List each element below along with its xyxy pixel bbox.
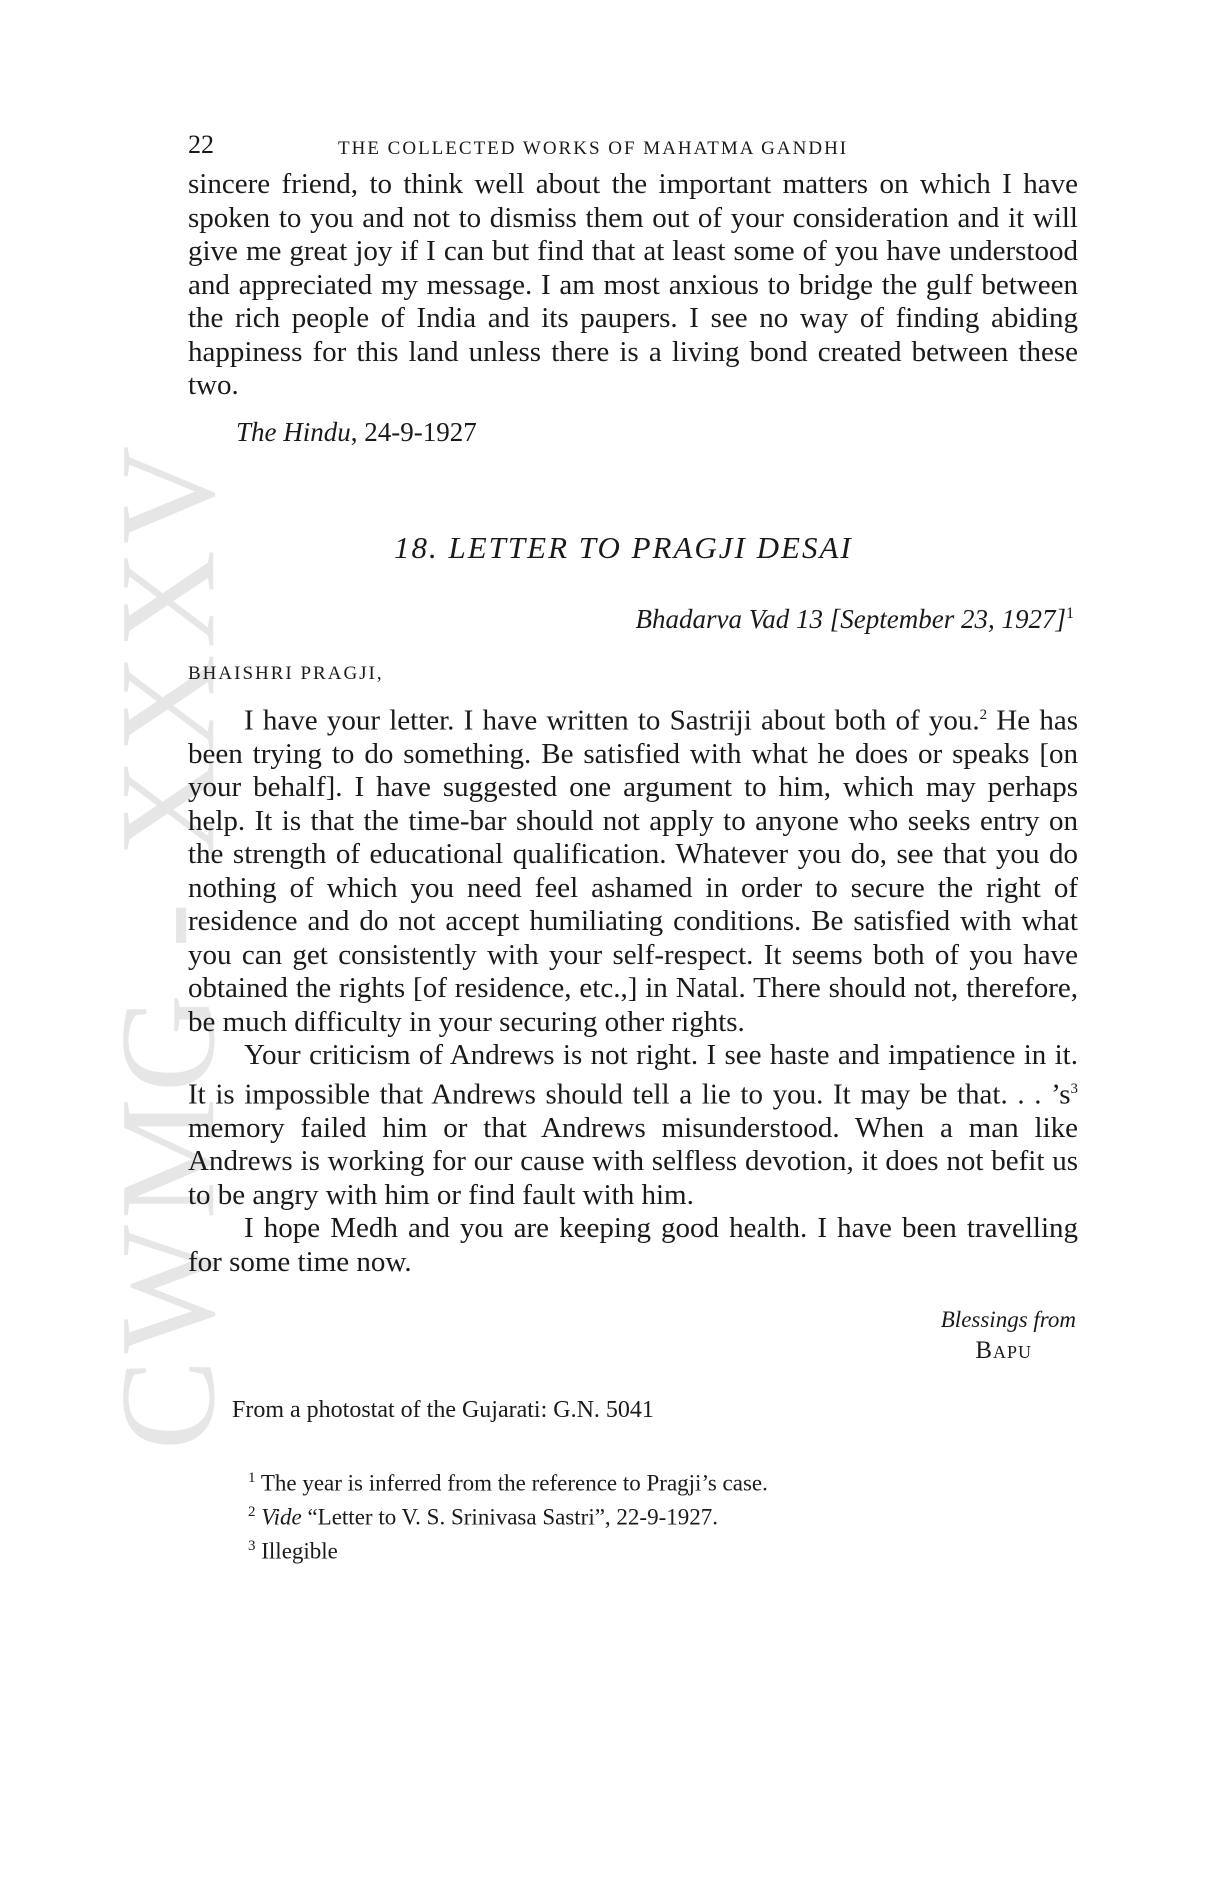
dateline-text: Bhadarva Vad 13 [September 23, 1927] <box>635 603 1066 634</box>
item-title: 18. LETTER TO PRAGJI DESAI <box>394 529 853 565</box>
running-head <box>188 128 1078 168</box>
intro-paragraph: sincere friend, to think well about the important matters on which I have spoken to you and not to dismiss them out of your consideration and it will give me great joy if I can but find that at least some of you have understood and appreciated my message. I am most anxious to bridge the gulf between the rich people of India and its paupers. I see no way of finding abiding happiness for this land unless there is a living bond created between these two. <box>188 168 1078 401</box>
intro-source-date: , 24-9-1927 <box>350 416 477 447</box>
letter-source: From a photostat of the Gujarati: G.N. 5041 <box>232 1397 654 1424</box>
footnote <box>248 1464 1078 1498</box>
salutation: BHAISHRI PRAGJI, <box>188 662 384 684</box>
watermark-text: CWMG - XXXV <box>93 439 243 1451</box>
signature: Bapu <box>975 1337 1032 1365</box>
footnote-ref: 2 <box>979 706 988 723</box>
footnote-number: 2 <box>248 1503 256 1520</box>
letter-paragraph <box>188 1039 1078 1212</box>
intro-source-title: The Hindu <box>236 416 351 447</box>
footnote <box>248 1498 1078 1532</box>
paragraph-text: I have your letter. I have written to Sastriji about both of you. <box>244 704 980 737</box>
paragraph-text: memory failed him or that Andrews misunderstood. When a man like Andrews is working for our cause with selfless devotion, it does not befit us to be angry with him or find fault with him. <box>188 1111 1078 1211</box>
footnote-text: “Letter to V. S. Srinivasa Sastri”, 22-9-1927. <box>301 1504 718 1530</box>
page <box>188 128 1078 1565</box>
footnote-number: 1 <box>248 1470 256 1487</box>
letter-paragraph <box>188 1212 1078 1279</box>
letter-body <box>188 699 1078 1280</box>
running-title: THE COLLECTED WORKS OF MAHATMA GANDHI <box>338 138 849 159</box>
closing: Blessings from <box>940 1307 1076 1333</box>
footnote-text: The year is inferred from the reference to Pragji’s case. <box>255 1470 768 1496</box>
paragraph-text: He has been trying to do something. Be satisfied with what he does or speaks [on your behalf]. I have suggested one argument to him, which may perhaps help. It is that the time-bar should not apply to anyone who seeks entry on the strength of educational qualification. Whatever you do, see that you do nothing of which you need feel ashamed in order to secure the right of residence and do not accept humiliating conditions. Be satisfied with what you can get consistently with your self-respect. It seems both of you have obtained the rights [of residence, etc.,] in Natal. There should not, therefore, be much difficulty in your securing other rights. <box>188 704 1078 1038</box>
letter-paragraph <box>188 699 1078 1040</box>
paragraph-text: Your criticism of Andrews is not right. I see haste and impatience in it. It is impossible that Andrews should tell a lie to you. It may be that. . . ’s <box>188 1039 1078 1111</box>
footnotes <box>188 1464 1078 1565</box>
footnote-ref: 3 <box>1070 1080 1078 1097</box>
footnote-italic: Vide <box>255 1504 302 1530</box>
paragraph-text: I hope Medh and you are keeping good health. I have been travelling for some time now. <box>188 1212 1078 1278</box>
intro-source <box>188 417 1078 448</box>
footnote <box>248 1532 1078 1566</box>
dateline-footnote-ref: 1 <box>1066 604 1074 622</box>
dateline <box>188 604 1078 635</box>
footnote-number: 3 <box>248 1537 256 1554</box>
footnote-text: Illegible <box>255 1538 338 1564</box>
page-number: 22 <box>188 130 214 159</box>
